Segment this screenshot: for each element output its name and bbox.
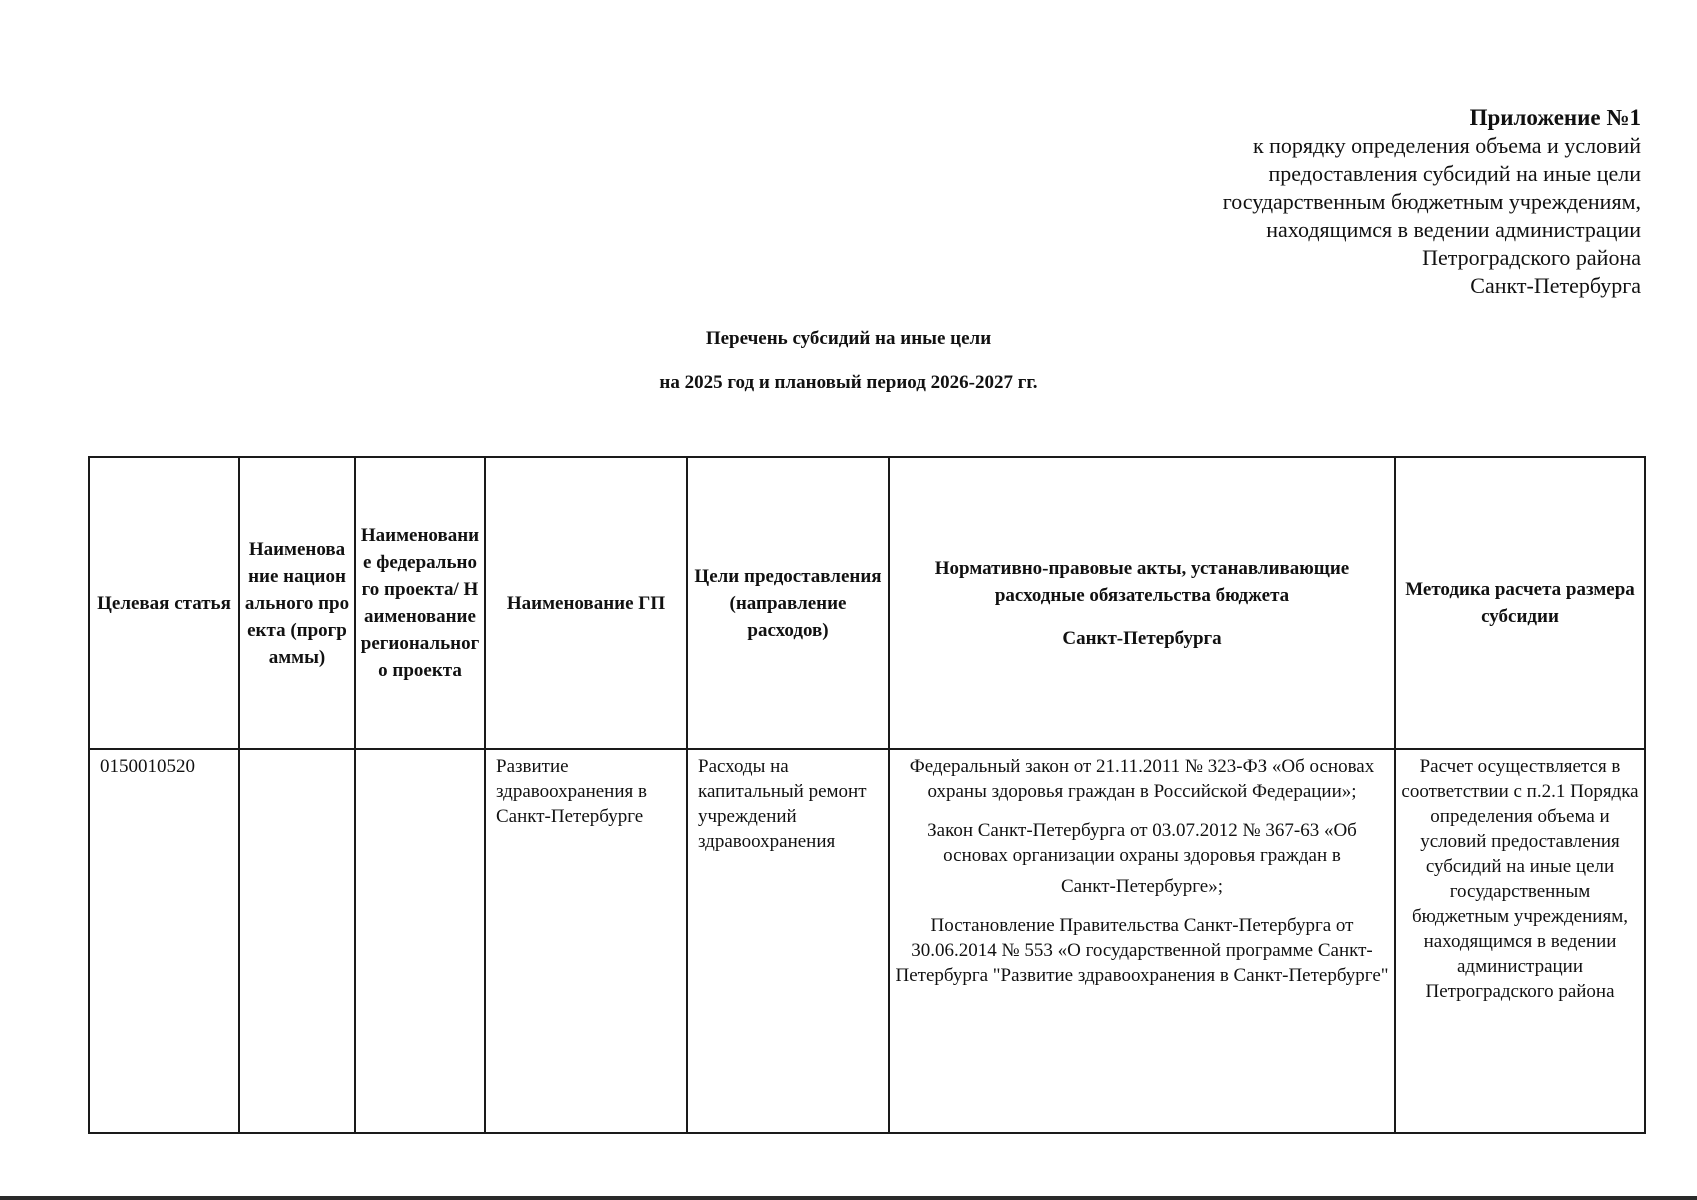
cell-national-project	[239, 749, 355, 1133]
header-national-project: Наименование национального проекта (программы)	[239, 457, 355, 749]
header-method: Методика расчета размера субсидии	[1395, 457, 1645, 749]
cell-npa	[889, 749, 1395, 1133]
header-npa-label: Нормативно-правовые акты, устанавливающие расходные обязательства бюджета	[934, 557, 1350, 606]
appendix-line: Санкт-Петербурга	[1470, 273, 1641, 298]
header-npa-sub: Санкт-Петербурга	[1062, 627, 1222, 649]
appendix-line: предоставления субсидий на иные цели	[1268, 161, 1641, 186]
cell-gp-name: Развитие здравоохранения в Санкт-Петербурге	[485, 749, 687, 1133]
npa-spb-law: Закон Санкт-Петербурга от 03.07.2012 № 367-63 «Об основах организации охраны здоровья граждан в	[927, 820, 1357, 866]
header-goals: Цели предоставления (направление расходов)	[687, 457, 889, 749]
document-period: на 2025 год и плановый период 2026-2027 гг.	[659, 372, 1038, 393]
header-federal-project: Наименование федерального проекта/ Наименование регионального проекта	[355, 457, 485, 749]
appendix-line: находящимся в ведении администрации	[1266, 217, 1641, 242]
header-npa	[889, 457, 1395, 749]
appendix-line: Петроградского района	[1422, 245, 1641, 270]
npa-government-resolution: Постановление Правительства Санкт-Петербурга от 30.06.2014 № 553 «О государственной программе Санкт-Петербурга "Развитие здравоохранения в Санкт-Петербурге"	[895, 915, 1389, 986]
cell-method: Расчет осуществляется в соответствии с п.2.1 Порядка определения объема и условий предоставления субсидий на иные цели государственным бюджетным учреждениям, находящимся в ведении администрации Петроградского района	[1395, 749, 1645, 1133]
npa-federal-law: Федеральный закон от 21.11.2011 № 323-ФЗ «Об основах охраны здоровья граждан в Российской Федерации»;	[909, 756, 1375, 802]
npa-spb-law-end: Санкт-Петербурге»;	[1061, 876, 1223, 897]
bottom-divider	[0, 1196, 1697, 1200]
cell-goals: Расходы на капитальный ремонт учреждений здравоохранения	[687, 749, 889, 1133]
appendix-line: государственным бюджетным учреждениям,	[1222, 189, 1641, 214]
subsidy-table	[88, 456, 1646, 1134]
cell-federal-project	[355, 749, 485, 1133]
document-title: Перечень субсидий на иные цели	[705, 328, 992, 349]
header-gp-name: Наименование ГП	[485, 457, 687, 749]
table-row	[89, 749, 1645, 1133]
appendix-block	[1081, 104, 1641, 300]
appendix-title: Приложение №1	[1469, 105, 1641, 130]
table-header-row	[89, 457, 1645, 749]
cell-target-article: 0150010520	[89, 749, 239, 1133]
header-target-article: Целевая статья	[89, 457, 239, 749]
appendix-line: к порядку определения объема и условий	[1252, 133, 1641, 158]
